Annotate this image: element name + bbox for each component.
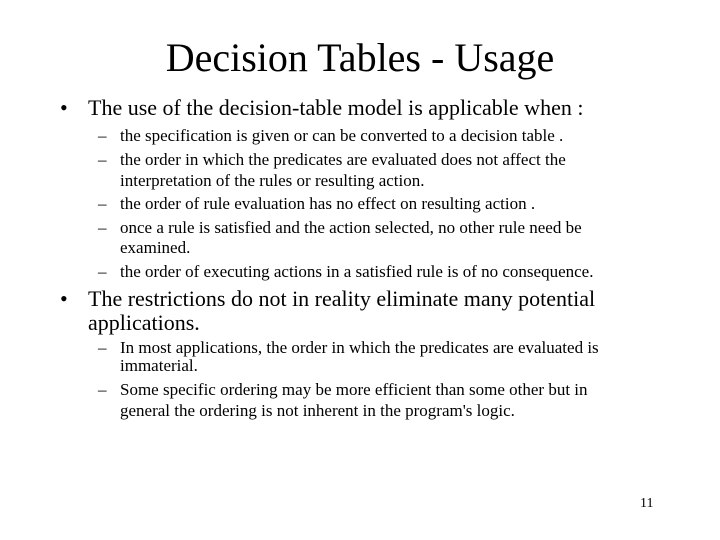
sub-item-text-line: once a rule is satisfied and the action selected, no other rule need be	[120, 218, 582, 237]
dash-marker: –	[98, 218, 107, 237]
sub-item-text: the order of executing actions in a satisfied rule is of no consequence.	[120, 262, 594, 281]
dash-marker: –	[98, 194, 107, 213]
sub-item-text-line: the order in which the predicates are evaluated does not affect the	[120, 150, 566, 169]
dash-marker: –	[98, 150, 107, 169]
slide-title: Decision Tables - Usage	[165, 35, 555, 80]
dash-marker: –	[98, 380, 107, 399]
dash-marker: –	[98, 126, 107, 145]
sub-item-text: the specification is given or can be converted to a decision table .	[120, 126, 564, 145]
page-number: 11	[640, 496, 654, 511]
bullet-marker: •	[60, 286, 68, 311]
dash-marker: –	[98, 338, 107, 357]
bullet-marker: •	[60, 95, 68, 120]
sub-item-text-line: immaterial.	[120, 356, 198, 375]
sub-item-text-line: In most applications, the order in which the predicates are evaluated is	[120, 338, 599, 357]
sub-item-text-line: general the ordering is not inherent in the program's logic.	[120, 401, 515, 420]
bullet-text-line: The restrictions do not in reality eliminate many potential	[88, 286, 596, 311]
dash-marker: –	[98, 262, 107, 281]
sub-item-text: the order of rule evaluation has no effect on resulting action .	[120, 194, 536, 213]
sub-item-text-line: examined.	[120, 238, 191, 257]
sub-item-text-line: Some specific ordering may be more efficient than some other but in	[120, 380, 588, 399]
bullet-text: The use of the decision-table model is applicable when :	[88, 95, 584, 120]
bullet-text-line: applications.	[88, 310, 200, 335]
sub-item-text-line: interpretation of the rules or resulting action.	[120, 171, 425, 190]
